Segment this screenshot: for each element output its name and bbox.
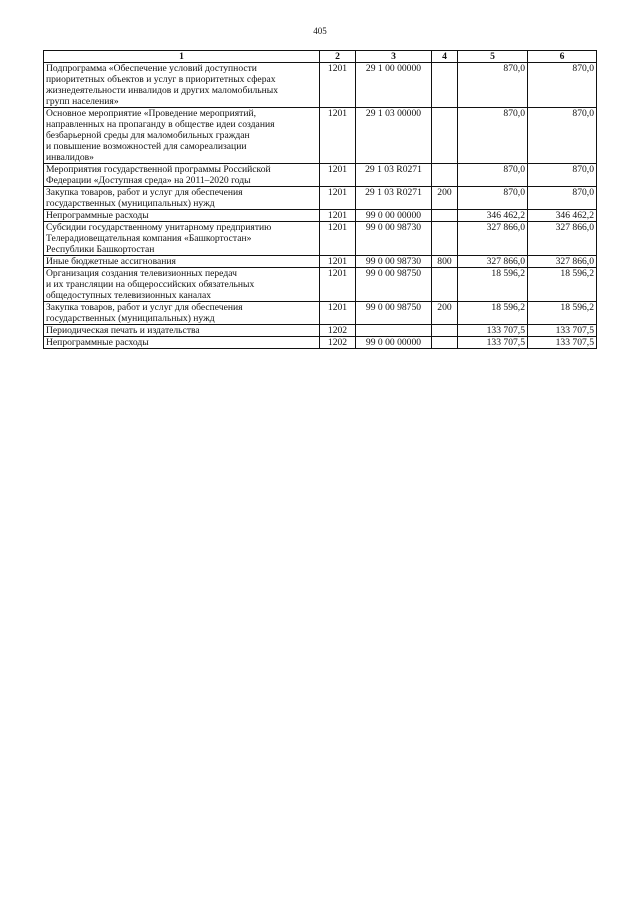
row-expense-type: [432, 63, 458, 108]
row-col5: 133 707,5: [458, 325, 528, 337]
row-col5: 870,0: [458, 108, 528, 164]
row-name: Субсидии государственному унитарному предприятию Телерадиовещательная компания «Башкортостан» Республики Башкортостан: [44, 222, 320, 256]
header-col-1: 1: [44, 51, 320, 63]
row-col5: 18 596,2: [458, 268, 528, 302]
row-section: 1201: [320, 164, 356, 187]
budget-table: [43, 50, 597, 349]
row-col5: 133 707,5: [458, 337, 528, 349]
row-section: 1201: [320, 222, 356, 256]
row-target: 99 0 00 98750: [356, 302, 432, 325]
row-expense-type: [432, 337, 458, 349]
row-name: Иные бюджетные ассигнования: [44, 256, 320, 268]
header-col-2: 2: [320, 51, 356, 63]
row-col6: 327 866,0: [528, 222, 597, 256]
row-expense-type: [432, 108, 458, 164]
row-target: 29 1 03 00000: [356, 108, 432, 164]
row-name: Непрограммные расходы: [44, 210, 320, 222]
row-name: Закупка товаров, работ и услуг для обеспечения государственных (муниципальных) нужд: [44, 302, 320, 325]
row-name: Мероприятия государственной программы Российской Федерации «Доступная среда» на 2011–2020 годы: [44, 164, 320, 187]
row-col6: 133 707,5: [528, 337, 597, 349]
header-col-6: 6: [528, 51, 597, 63]
row-col5: 18 596,2: [458, 302, 528, 325]
row-section: 1201: [320, 256, 356, 268]
row-col5: 870,0: [458, 164, 528, 187]
header-col-3: 3: [356, 51, 432, 63]
row-col6: 870,0: [528, 187, 597, 210]
header-row: [44, 51, 597, 63]
table-row: [44, 164, 597, 187]
page-number: 405: [313, 26, 327, 36]
row-target: 99 0 00 98750: [356, 268, 432, 302]
row-target: 99 0 00 98730: [356, 256, 432, 268]
row-target: 99 0 00 98730: [356, 222, 432, 256]
header-col-4: 4: [432, 51, 458, 63]
row-section: 1202: [320, 325, 356, 337]
row-col6: 18 596,2: [528, 268, 597, 302]
row-target: [356, 325, 432, 337]
row-section: 1201: [320, 210, 356, 222]
row-col5: 327 866,0: [458, 256, 528, 268]
table-row: [44, 337, 597, 349]
row-target: 99 0 00 00000: [356, 337, 432, 349]
row-section: 1201: [320, 302, 356, 325]
row-name: Организация создания телевизионных передач и их трансляции на общероссийских обязательных общедоступных телевизионных каналах: [44, 268, 320, 302]
table-row: [44, 302, 597, 325]
row-section: 1201: [320, 187, 356, 210]
table-row: [44, 256, 597, 268]
row-expense-type: 200: [432, 187, 458, 210]
row-target: 29 1 03 R0271: [356, 187, 432, 210]
row-col6: 327 866,0: [528, 256, 597, 268]
row-col6: 870,0: [528, 108, 597, 164]
row-expense-type: [432, 210, 458, 222]
row-name: Основное мероприятие «Проведение мероприятий, направленных на пропаганду в обществе идеи создания безбарьерной среды для маломобильных граждан и повышение возможностей для самореализации инвалидов»: [44, 108, 320, 164]
row-target: 29 1 03 R0271: [356, 164, 432, 187]
row-col6: 133 707,5: [528, 325, 597, 337]
table-row: [44, 210, 597, 222]
row-expense-type: 200: [432, 302, 458, 325]
row-col5: 327 866,0: [458, 222, 528, 256]
table-row: [44, 222, 597, 256]
row-col5: 870,0: [458, 187, 528, 210]
row-col6: 18 596,2: [528, 302, 597, 325]
row-expense-type: [432, 164, 458, 187]
table-header: [44, 51, 597, 63]
row-section: 1201: [320, 63, 356, 108]
table-row: [44, 187, 597, 210]
row-expense-type: [432, 222, 458, 256]
row-col6: 346 462,2: [528, 210, 597, 222]
row-col6: 870,0: [528, 63, 597, 108]
row-col5: 870,0: [458, 63, 528, 108]
row-section: 1202: [320, 337, 356, 349]
row-expense-type: [432, 268, 458, 302]
row-section: 1201: [320, 268, 356, 302]
row-name: Непрограммные расходы: [44, 337, 320, 349]
row-expense-type: 800: [432, 256, 458, 268]
row-target: 29 1 00 00000: [356, 63, 432, 108]
table-row: [44, 63, 597, 108]
row-expense-type: [432, 325, 458, 337]
row-section: 1201: [320, 108, 356, 164]
row-col5: 346 462,2: [458, 210, 528, 222]
row-name: Закупка товаров, работ и услуг для обеспечения государственных (муниципальных) нужд: [44, 187, 320, 210]
row-col6: 870,0: [528, 164, 597, 187]
row-target: 99 0 00 00000: [356, 210, 432, 222]
header-col-5: 5: [458, 51, 528, 63]
row-name: Периодическая печать и издательства: [44, 325, 320, 337]
table-body: [44, 63, 597, 349]
table-row: [44, 108, 597, 164]
table-row: [44, 268, 597, 302]
row-name: Подпрограмма «Обеспечение условий доступности приоритетных объектов и услуг в приоритетных сферах жизнедеятельности инвалидов и других маломобильных групп населения»: [44, 63, 320, 108]
table-row: [44, 325, 597, 337]
